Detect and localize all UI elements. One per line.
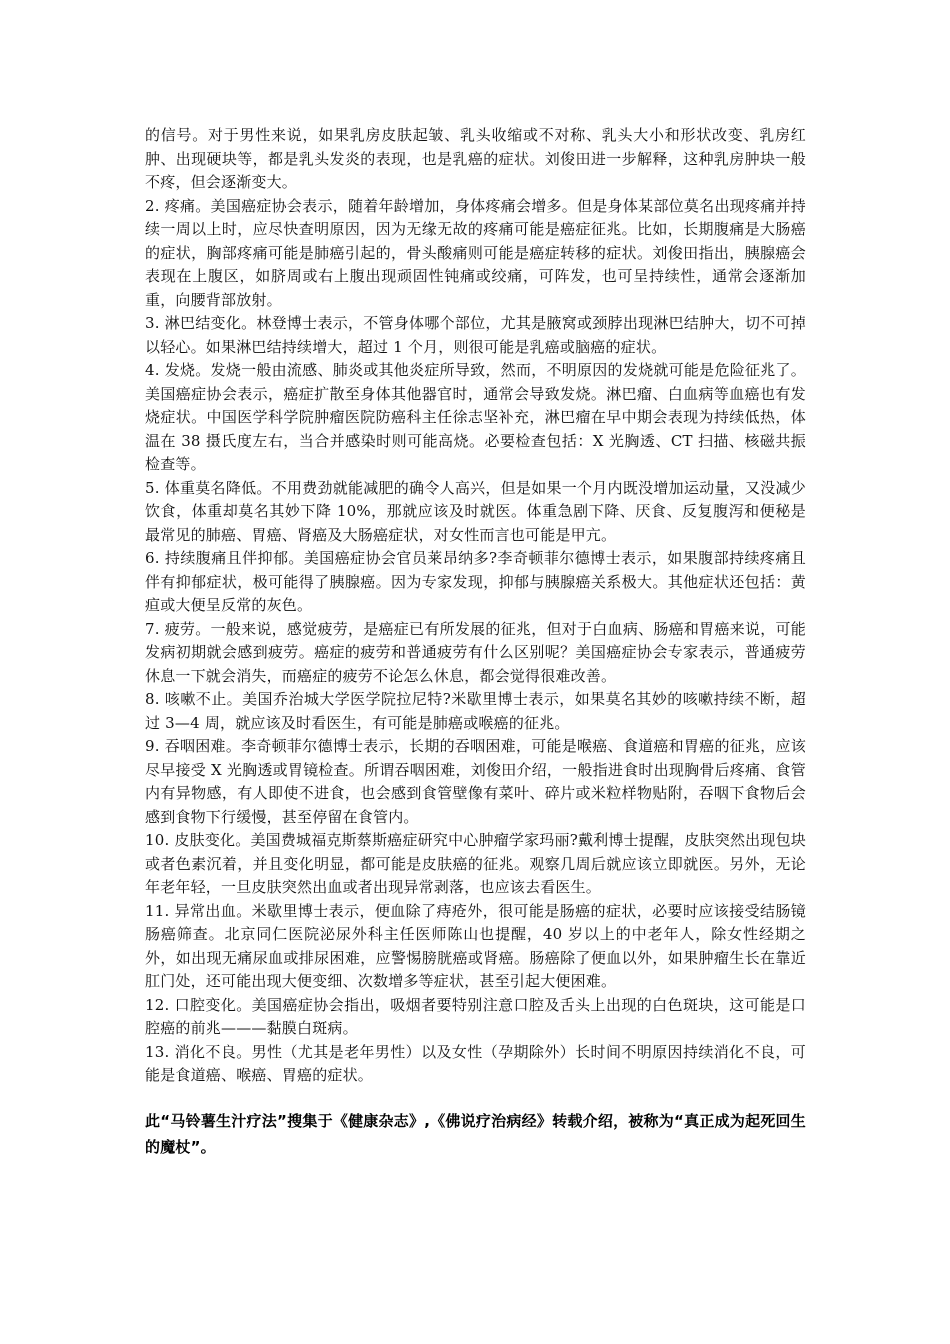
paragraph-pain: 2. 疼痛。美国癌症协会表示，随着年龄增加，身体疼痛会增多。但是身体某部位莫名出现疼痛并持续一周以上时，应尽快查明原因，因为无缘无故的疼痛可能是癌症征兆。比如，长期腹痛是大肠癌的症状，胸部疼痛可能是肺癌引起的，骨头酸痛则可能是癌症转移的症状。刘俊田指出，胰腺癌会表现在上腹区，如脐周或右上腹出现顽固性钝痛或绞痛，可阵发，也可呈持续性，通常会逐渐加重，向腰背部放射。 xyxy=(145,196,806,309)
paragraph-cough: 8. 咳嗽不止。美国乔治城大学医学院拉尼特?米歇里博士表示，如果莫名其妙的咳嗽持续不断，超过 3—4 周，就应该及时看医生，有可能是肺癌或喉癌的征兆。 xyxy=(145,690,806,732)
paragraph-abdominal-pain: 6. 持续腹痛且伴抑郁。美国癌症协会官员莱昂纳多?李奇顿菲尔德博士表示，如果腹部持续疼痛且伴有抑郁症状，极可能得了胰腺癌。因为专家发现，抑郁与胰腺癌关系极大。其他症状还包括：黄疸或大便呈反常的灰色。 xyxy=(145,549,806,614)
paragraph-weight-loss: 5. 体重莫名降低。不用费劲就能减肥的确令人高兴，但是如果一个月内既没增加运动量，又没减少饮食，体重却莫名其妙下降 10%，那就应该及时就医。体重急剧下降、厌食、反复腹泻和便秘是最常见的肺癌、胃癌、肾癌及大肠癌症状，对女性而言也可能是甲亢。 xyxy=(145,478,806,544)
paragraph-skin: 10. 皮肤变化。美国费城福克斯蔡斯癌症研究中心肿瘤学家玛丽?戴利博士提醒，皮肤突然出现包块或者色素沉着，并且变化明显，都可能是皮肤癌的征兆。观察几周后就应该立即就医。另外，无论年老年轻，一旦皮肤突然出血或者出现异常剥落，也应该去看医生。 xyxy=(145,831,806,896)
paragraph-swallowing: 9. 吞咽困难。李奇顿菲尔德博士表示，长期的吞咽困难，可能是喉癌、食道癌和胃癌的征兆，应该尽早接受 X 光胸透或胃镜检查。所谓吞咽困难，刘俊田介绍，一般指进食时出现胸骨后疼痛、食管内有异物感，有人即使不进食，也会感到食管壁像有菜叶、碎片或米粒样物贴附，吞咽下食物后会感到食物下行缓慢，甚至停留在食管内。 xyxy=(145,737,806,826)
paragraph-fever: 4. 发烧。发烧一般由流感、肺炎或其他炎症所导致，然而，不明原因的发烧就可能是危险征兆了。美国癌症协会表示，癌症扩散至身体其他器官时，通常会导致发烧。淋巴瘤、白血病等血癌也有发烧症状。中国医学科学院肿瘤医院防癌科主任徐志坚补充，淋巴瘤在早中期会表现为持续低热，体温在 38 摄氏度左右，当合并感染时则可能高烧。必要检查包括：X 光胸透、CT 扫描、核磁共振检查等。 xyxy=(145,361,806,473)
paragraph-lymph-node: 3. 淋巴结变化。林登博士表示，不管身体哪个部位，尤其是腋窝或颈脖出现淋巴结肿大，切不可掉以轻心。如果淋巴结持续增大，超过 1 个月，则很可能是乳癌或脑癌的症状。 xyxy=(145,314,806,356)
paragraph-breast-signs: 的信号。对于男性来说，如果乳房皮肤起皱、乳头收缩或不对称、乳头大小和形状改变、乳房红肿、出现硬块等，都是乳头发炎的表现，也是乳癌的症状。刘俊田进一步解释，这种乳房肿块一般不疼，但会逐渐变大。 xyxy=(145,126,806,191)
paragraph-fatigue: 7. 疲劳。一般来说，感觉疲劳，是癌症已有所发展的征兆，但对于白血病、肠癌和胃癌来说，可能发病初期就会感到疲劳。癌症的疲劳和普通疲劳有什么区别呢？美国癌症协会专家表示，普通疲劳休息一下就会消失，而癌症的疲劳不论怎么休息，都会觉得很难改善。 xyxy=(145,619,806,685)
paragraph-gap xyxy=(145,1088,806,1108)
document-body xyxy=(145,124,806,1160)
paragraph-oral: 12. 口腔变化。美国癌症协会指出，吸烟者要特别注意口腔及舌头上出现的白色斑块，这可能是口腔癌的前兆———黏膜白斑病。 xyxy=(145,995,806,1037)
paragraph-bleeding: 11. 异常出血。米歇里博士表示，便血除了痔疮外，很可能是肠癌的症状，必要时应该接受结肠镜肠癌筛查。北京同仁医院泌尿外科主任医师陈山也提醒，40 岁以上的中老年人，除女性经期之外，如出现无痛尿血或排尿困难，应警惕膀胱癌或肾癌。肠癌除了便血以外，如果肿瘤生长在靠近肛门处，还可能出现大便变细、次数增多等症状，甚至引起大便困难。 xyxy=(145,901,806,990)
closing-note: 此“马铃薯生汁疗法”搜集于《健康杂志》,《佛说疗治病经》转载介绍，被称为“真正成为起死回生的魔杖”。 xyxy=(145,1111,806,1156)
paragraph-indigestion: 13. 消化不良。男性（尤其是老年男性）以及女性（孕期除外）长时间不明原因持续消化不良，可能是食道癌、喉癌、胃癌的症状。 xyxy=(145,1042,806,1084)
